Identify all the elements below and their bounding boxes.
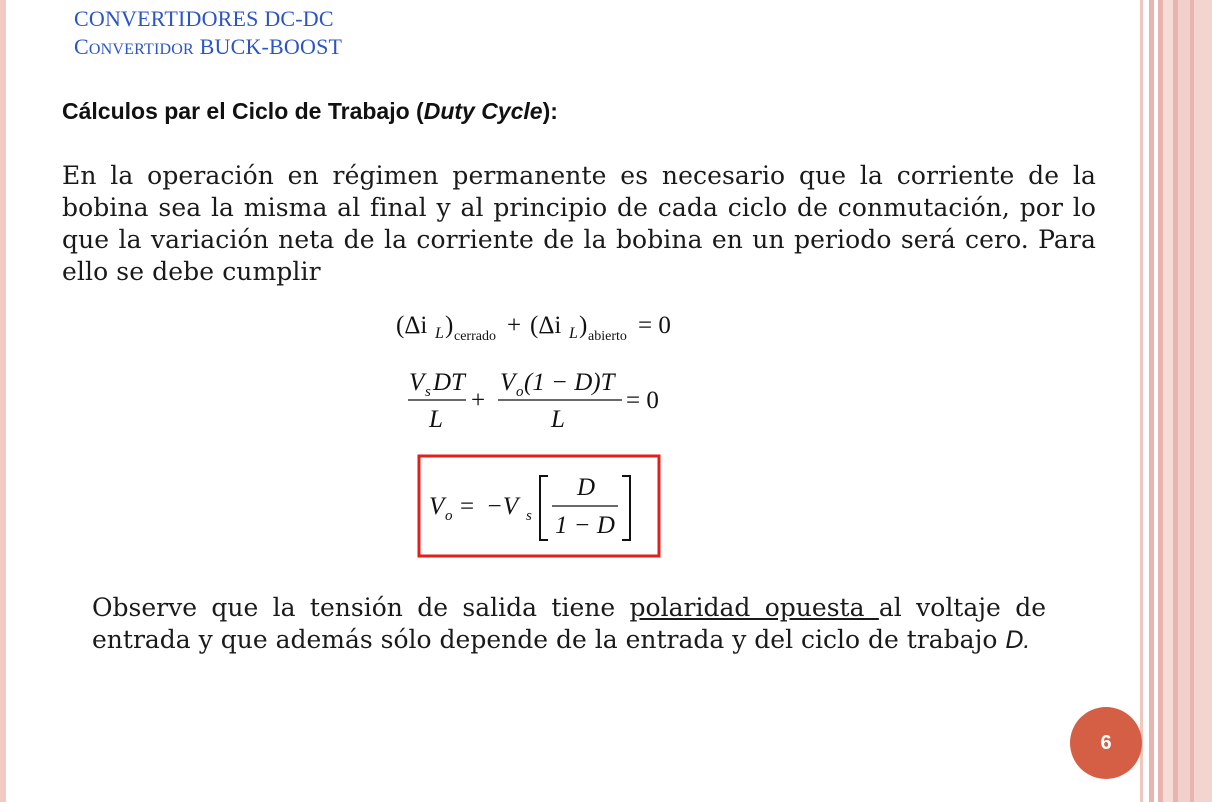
note-part1: Observe que la tensión de salida tiene — [92, 593, 630, 622]
note-variable-D: D. — [1005, 626, 1031, 654]
eq1-term2: (Δi — [530, 312, 562, 339]
equation-3-boxed — [419, 456, 659, 556]
eq3-frac-den: 1 − D — [555, 512, 615, 539]
eq1-term1: (Δi — [396, 312, 428, 339]
eq2-num2-o: o — [516, 384, 524, 400]
eq3-minus-V: −V — [486, 493, 519, 520]
right-stripe-decoration — [1194, 0, 1212, 802]
subtopic-initial: C — [74, 34, 89, 59]
eq1-sub-cerrado: cerrado — [454, 329, 496, 344]
eq3-equals: = — [460, 493, 475, 520]
equation-2 — [408, 369, 659, 433]
eq2-den1: L — [429, 406, 443, 433]
eq2-num1-rest: DT — [433, 369, 465, 396]
section-title — [62, 98, 558, 125]
subtopic-smallcaps: ONVERTIDOR — [88, 41, 194, 58]
equations-block — [380, 300, 700, 565]
eq1-equals-zero: = 0 — [638, 312, 671, 339]
note-underlined-phrase: polaridad opuesta — [629, 593, 879, 622]
page-number: 6 — [1100, 731, 1112, 754]
subtopic-rest: BUCK-BOOST — [193, 34, 343, 59]
eq2-plus: + — [471, 387, 486, 414]
eq1-sub-abierto: abierto — [588, 329, 627, 344]
right-bracket — [622, 476, 630, 540]
eq2-den2: L — [551, 406, 565, 433]
eq1-close2: ) — [579, 312, 588, 339]
section-title-suffix: ): — [542, 98, 558, 124]
section-title-italic: Duty Cycle — [423, 98, 543, 124]
equation-1 — [396, 312, 671, 344]
eq2-num1-s: s — [425, 384, 431, 400]
eq1-plus: + — [507, 312, 522, 339]
section-title-prefix: Cálculos par el Ciclo de Trabajo ( — [62, 98, 424, 124]
eq3-sub-s: s — [526, 508, 532, 524]
body-paragraph: En la operación en régimen permanente es necesario que la corriente de la bobina sea la misma al final y al principio de cada ciclo de conmutación, por lo que la variación neta de la corriente de la bobina en un periodo será cero. Para ello se debe cumplir — [62, 161, 1096, 286]
eq2-num2-rest: (1 − D)T — [524, 369, 615, 396]
eq1-sub-L2: L — [569, 325, 578, 342]
right-stripe-decoration — [1178, 0, 1190, 802]
eq1-sub-L1: L — [435, 325, 444, 342]
note-part2: al voltaje de entrada y que además sólo depende de la entrada y del ciclo de trabajo — [92, 593, 1046, 654]
slide-header-subtopic — [74, 34, 342, 60]
slide-header-topic: CONVERTIDORES DC-DC — [74, 6, 334, 31]
eq3-lhs-o: o — [445, 508, 453, 524]
observation-paragraph — [92, 592, 1046, 656]
left-border-decoration — [0, 0, 6, 802]
eq2-num2-V: V — [500, 369, 516, 396]
eq2-num1-V: V — [409, 369, 425, 396]
eq3-lhs-V: V — [429, 493, 445, 520]
right-stripe-decoration — [1163, 0, 1173, 802]
eq1-close1: ) — [445, 312, 454, 339]
eq3-frac-num: D — [577, 474, 596, 501]
left-bracket — [540, 476, 548, 540]
eq2-equals-zero: = 0 — [626, 387, 659, 414]
page-number-badge — [1070, 707, 1142, 779]
